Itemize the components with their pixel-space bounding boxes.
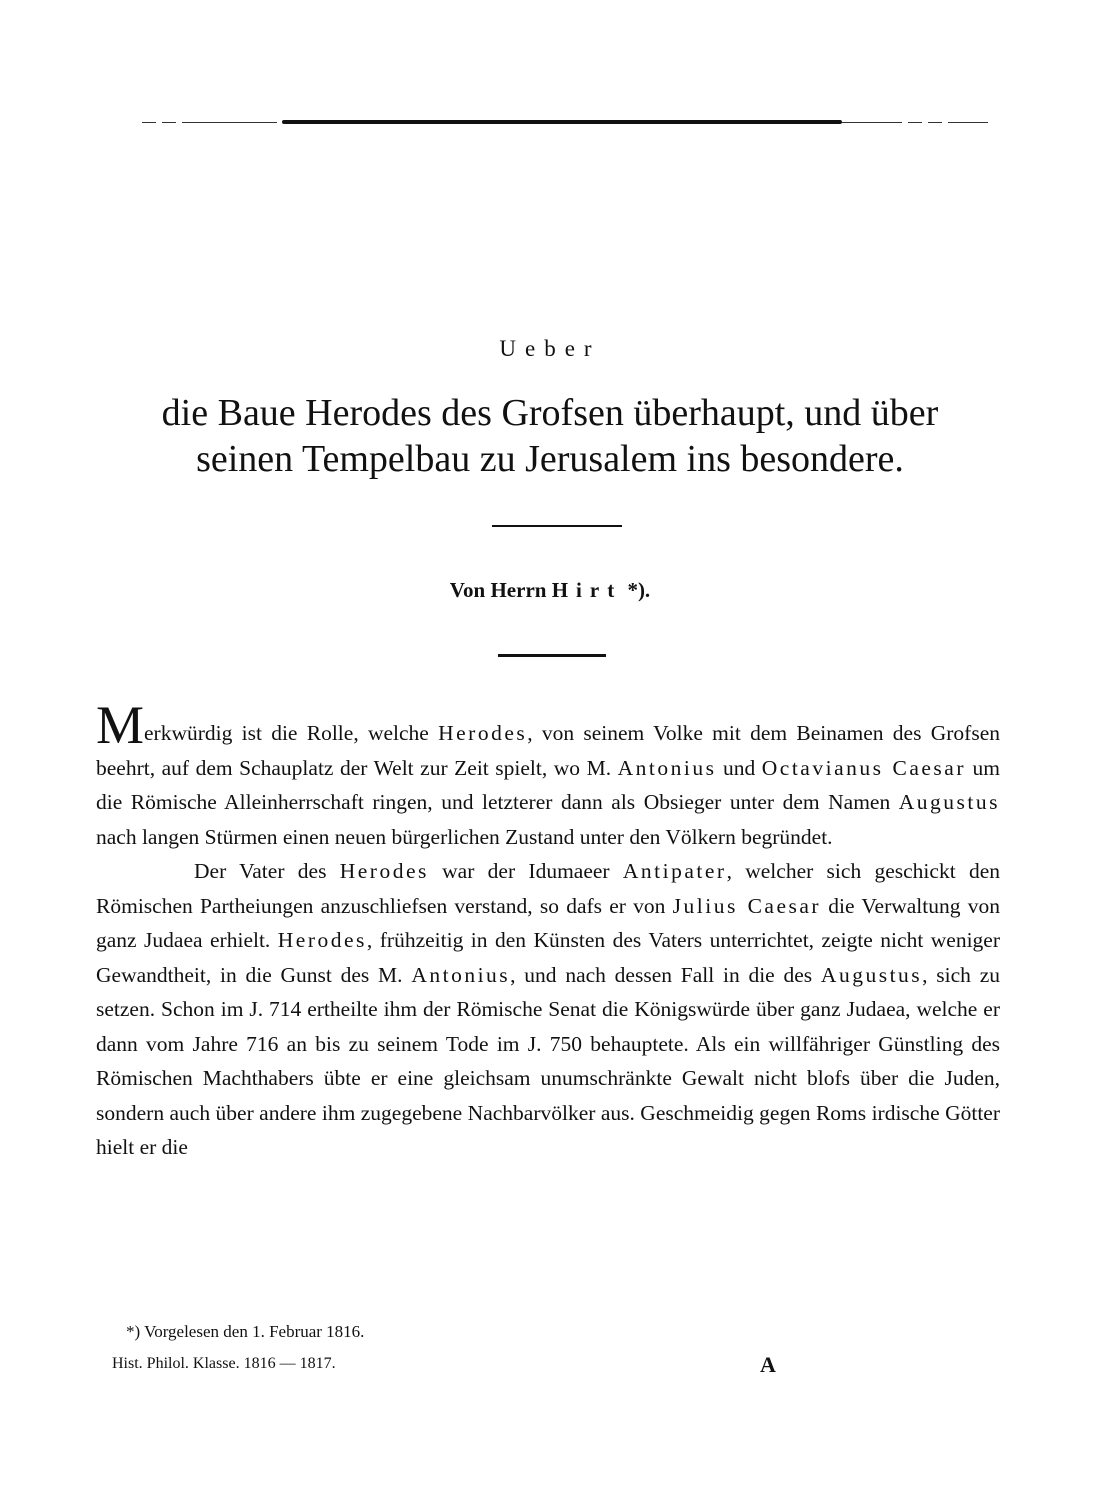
- author-line: [0, 578, 1100, 603]
- sheet-mark: A: [760, 1352, 776, 1377]
- paragraph-1: Merkwürdig ist die Rolle, welche Herodes, von seinem Volke mit dem Beinamen des Grofsen beehrt, auf dem Schauplatz der Welt zur Zeit spielt, wo M. Antonius und Octavianus Caesar um die Römische Alleinherrschaft ringen, und letzterer dann als Obsieger unter dem Namen Augustus nach langen Stürmen einen neuen bürgerlichen Zustand unter den Völkern begründet.: [96, 695, 1001, 849]
- kicker: Ueber: [499, 336, 601, 361]
- author-name: Hirt: [551, 578, 623, 602]
- title-divider: [492, 525, 622, 527]
- author-prefix: Von Herrn: [449, 578, 547, 602]
- page-title: [90, 390, 1010, 482]
- top-rule: [142, 118, 988, 127]
- title-line-1: die Baue Herodes des Grofsen überhaupt, und über: [161, 392, 939, 434]
- body-text: [96, 695, 1001, 1165]
- author-footnote-mark: *).: [627, 578, 651, 602]
- paragraph-2: Der Vater des Herodes war der Idumaeer Antipater, welcher sich geschickt den Römischen Partheiungen anzuschliefsen verstand, so dafs er von Julius Caesar die Verwaltung von ganz Judaea erhielt. Herodes, frühzeitig in den Künsten des Vaters unterrichtet, zeigte nicht weniger Gewandtheit, in die Gunst des M. Antonius, und nach dessen Fall in die des Augustus, sich zu setzen. Schon im J. 714 ertheilte ihm der Römische Senat die Königswürde über ganz Judaea, welche er dann vom Jahre 716 an bis zu seinem Tode im J. 750 behauptete. Als ein willfähriger Günstling des Römischen Machthabers übte er eine gleichsam unumschränkte Gewalt nicht blofs über die Juden, sondern auch über andere ihm zugegebene Nachbarvölker aus. Geschmeidig gegen Roms irdische Götter hielt er die: [96, 859, 1001, 1159]
- author-divider: [498, 654, 606, 657]
- footnote: *) Vorgelesen den 1. Februar 1816.: [126, 1322, 365, 1341]
- drop-cap: M: [96, 695, 145, 755]
- title-line-2: seinen Tempelbau zu Jerusalem ins besondere.: [196, 438, 904, 480]
- signature-line: Hist. Philol. Klasse. 1816 — 1817.: [112, 1355, 336, 1372]
